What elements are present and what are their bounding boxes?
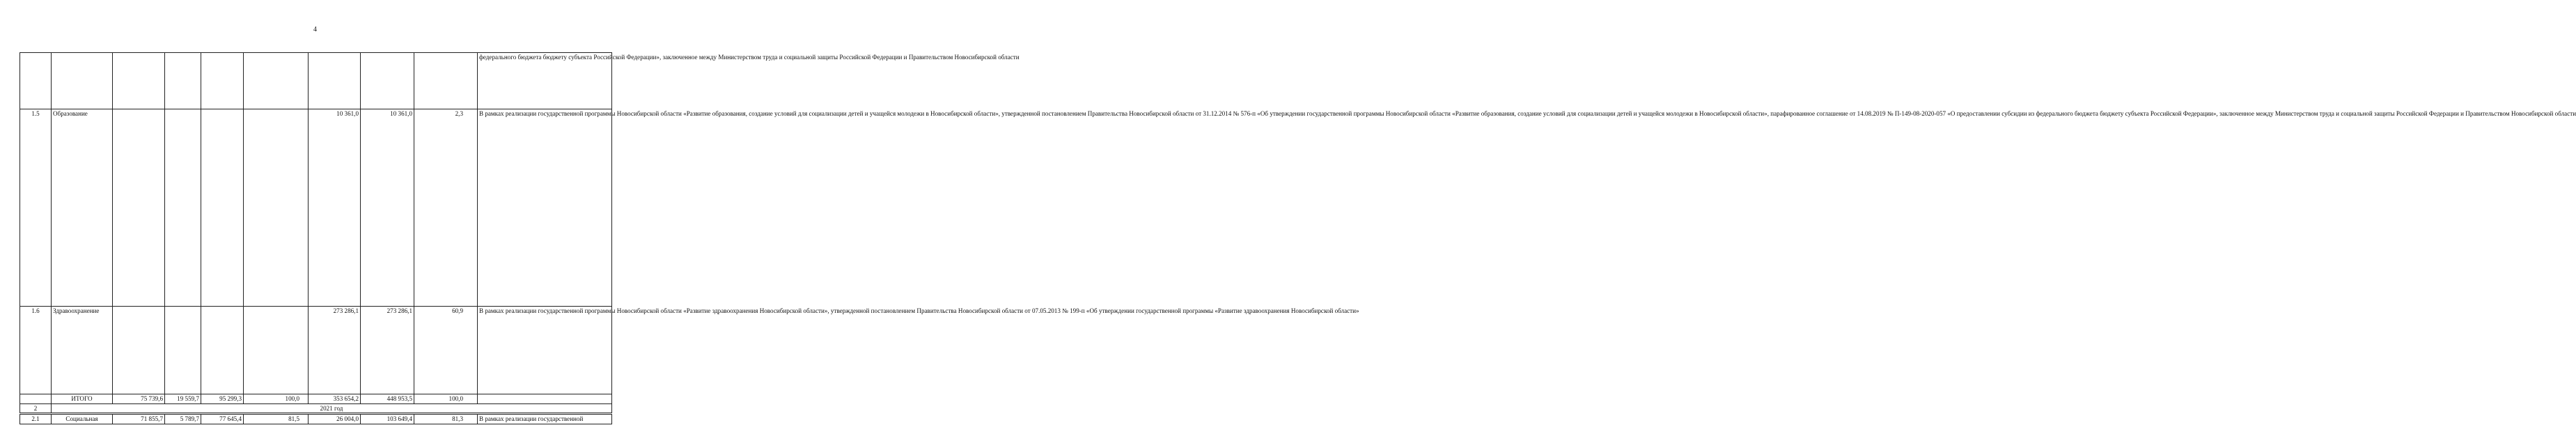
cell-value: 19 559,7 <box>165 394 201 404</box>
cell-note: В рамках реализации государственной <box>478 414 612 424</box>
table-row <box>20 53 612 109</box>
cell-num: 1.5 <box>20 109 52 307</box>
cell-value: 5 789,7 <box>165 414 201 424</box>
cell-num <box>20 53 52 109</box>
cell-num: 2 <box>20 403 52 414</box>
year-label: 2021 год <box>52 403 612 414</box>
total-row <box>20 394 612 404</box>
table-row <box>20 414 612 424</box>
budget-table <box>19 52 2576 424</box>
cell-value: 95 299,3 <box>201 394 244 404</box>
cell-note: федерального бюджета бюджету субъекта Российской Федерации», заключенное между Министерством труда и социальной защиты Российской Федерации и Правительством Новосибирской области <box>478 53 612 109</box>
cell-value: 103 649,4 <box>361 414 414 424</box>
cell-value: 75 739,6 <box>113 394 165 404</box>
table-row <box>20 109 612 307</box>
table-row <box>20 307 612 394</box>
cell-value: 81,3 <box>414 414 478 424</box>
cell-note: В рамках реализации государственной программы Новосибирской области «Развитие здравоохранения Новосибирской области», утвержденной постановлением Правительства Новосибирской области от 07.05.2013 № 199-п «Об утверждении государственной программы «Развитие здравоохранения Новосибирской области» <box>478 307 612 394</box>
cell-value: 77 645,4 <box>201 414 244 424</box>
cell-value: 81,5 <box>244 414 309 424</box>
cell-value: 71 855,7 <box>113 414 165 424</box>
cell-name: Социальная <box>52 414 113 424</box>
cell-value: 273 286,1 <box>361 307 414 394</box>
page-number: 4 <box>313 26 317 33</box>
cell-value: 60,9 <box>414 307 478 394</box>
cell-value: 10 361,0 <box>361 109 414 307</box>
cell-value: 353 654,2 <box>309 394 361 404</box>
cell-num: 2.1 <box>20 414 52 424</box>
cell-value: 26 004,0 <box>309 414 361 424</box>
cell-note: В рамках реализации государственной программы Новосибирской области «Развитие образования, создание условий для социализации детей и учащейся молодежи в Новосибирской области», утвержденной постановлением Правительства Новосибирской области от 31.12.2014 № 576-п «Об утверждении государственной программы Новосибирской области «Развитие образования, создание условий для социализации детей и учащейся молодежи в Новосибирской области», парафированное соглашение от 14.08.2019 № П-149-08-2020-057 «О предоставлении субсидии из федерального бюджета бюджету субъекта Российской Федерации», заключенное между Министерством труда и социальной защиты Российской Федерации и Правительством Новосибирской области <box>478 109 612 307</box>
cell-value: 2,3 <box>414 109 478 307</box>
cell-value: 10 361,0 <box>309 109 361 307</box>
cell-name: Здравоохранение <box>52 307 113 394</box>
cell-name: Образование <box>52 109 113 307</box>
cell-value: 100,0 <box>244 394 309 404</box>
total-label: ИТОГО <box>52 394 113 404</box>
cell-name <box>52 53 113 109</box>
cell-value: 448 953,5 <box>361 394 414 404</box>
cell-value: 273 286,1 <box>309 307 361 394</box>
cell-num: 1.6 <box>20 307 52 394</box>
cell-value: 100,0 <box>414 394 478 404</box>
year-row <box>20 403 612 414</box>
